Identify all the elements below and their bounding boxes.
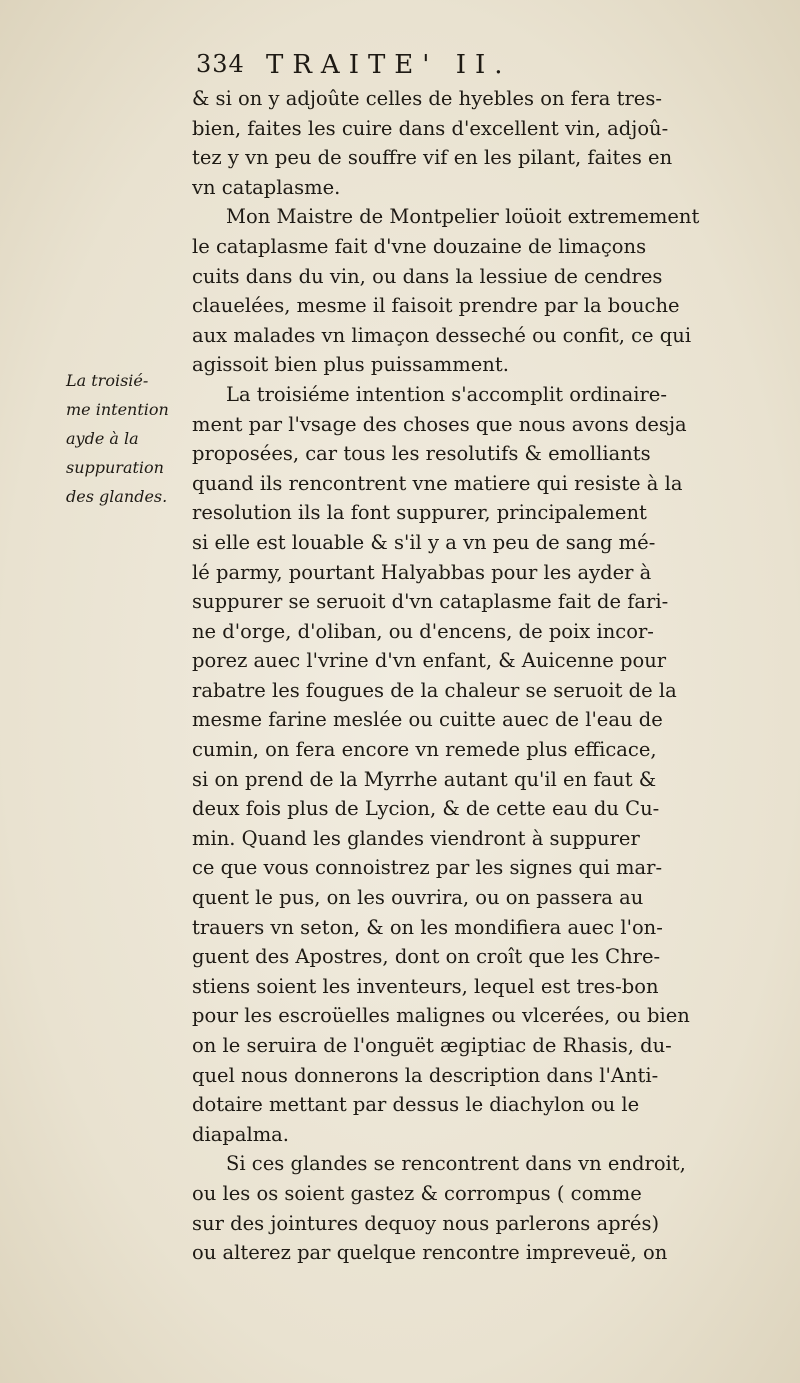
text-line: ne d'orge, d'oliban, ou d'encens, de poix incor- [192,619,654,643]
text-line: deux fois plus de Lycion, & de cette eau du Cu- [192,797,660,821]
margin-note-line: ayde à la [66,429,139,448]
text-line: aux malades vn limaçon desseché ou confit, ce qui [192,323,692,347]
text-line: agissoit bien plus puissamment. [192,353,509,377]
text-line: mesme farine meslée ou cuitte auec de l'eau de [192,708,663,732]
text-line: bien, faites les cuire dans d'excellent vin, adjoû- [192,116,669,140]
margin-note-line: des glandes. [66,487,168,506]
text-line: Si ces glandes se rencontrent dans vn endroit, [226,1152,686,1176]
text-line: resolution ils la font suppurer, principalement [192,501,647,525]
text-line: trauers vn seton, & on les mondifiera auec l'on- [192,915,663,939]
text-line: quand ils rencontrent vne matiere qui resiste à la [192,471,683,495]
text-line: porez auec l'vrine d'vn enfant, & Auicenne pour [192,649,667,673]
page-number: 334 [196,50,245,78]
text-line: cuits dans du vin, ou dans la lessiue de cendres [192,264,663,288]
text-line: guent des Apostres, dont on croît que les Chre- [192,945,661,969]
text-line: tez y vn peu de souffre vif en les pilant, faites en [192,146,673,170]
text-line: suppurer se seruoit d'vn cataplasme fait de fari- [192,590,669,614]
text-line: ou alterez par quelque rencontre impreveuë, on [192,1241,668,1265]
text-line: ment par l'vsage des choses que nous avons desja [192,412,687,436]
text-line: vn cataplasme. [192,175,341,199]
text-line: sur des jointures dequoy nous parlerons aprés) [192,1211,660,1235]
text-line: rabatre les fougues de la chaleur se seruoit de la [192,678,677,702]
text-line: on le seruira de l'onguët ægiptiac de Rhasis, du- [192,1034,672,1057]
text-line: quel nous donnerons la description dans l'Anti- [192,1063,659,1087]
margin-note-line: me intention [66,400,169,419]
text-line: diapalma. [192,1122,290,1146]
margin-note-line: suppuration [66,458,164,477]
text-line: stiens soient les inventeurs, lequel est tres-bon [192,974,659,998]
text-line: si elle est louable & s'il y a vn peu de sang mé- [192,530,656,554]
text-line: ou les os soient gastez & corrompus ( comme [192,1181,642,1205]
text-line: La troisiéme intention s'accomplit ordinaire- [226,382,667,406]
text-line: Mon Maistre de Montpelier loüoit extremement [226,205,700,229]
text-line: proposées, car tous les resolutifs & emolliants [192,442,651,466]
margin-note-line: La troisié- [66,371,149,390]
body-text [192,84,774,1268]
text-line: quent le pus, on les ouvrira, ou on passera au [192,886,644,910]
text-line: dotaire mettant par dessus le diachylon ou le [192,1093,640,1117]
text-line: lé parmy, pourtant Halyabbas pour les ayder à [192,560,652,584]
text-line: clauelées, mesme il faisoit prendre par la bouche [192,294,680,318]
text-line: & si on y adjoûte celles de hyebles on fera tres- [192,87,662,110]
text-line: ce que vous connoistrez par les signes qui mar- [192,856,663,880]
text-line: cumin, on fera encore vn remede plus efficace, [192,738,657,762]
margin-note [66,366,184,511]
page-header [196,50,616,86]
text-line: si on prend de la Myrrhe autant qu'il en faut & [192,767,657,791]
text-line: le cataplasme fait d'vne douzaine de limaçons [192,234,647,258]
text-line: pour les escroüelles malignes ou vlcerées, ou bien [192,1004,690,1028]
running-title: TRAITE' II. [266,50,512,80]
text-line: min. Quand les glandes viendront à suppurer [192,826,640,850]
